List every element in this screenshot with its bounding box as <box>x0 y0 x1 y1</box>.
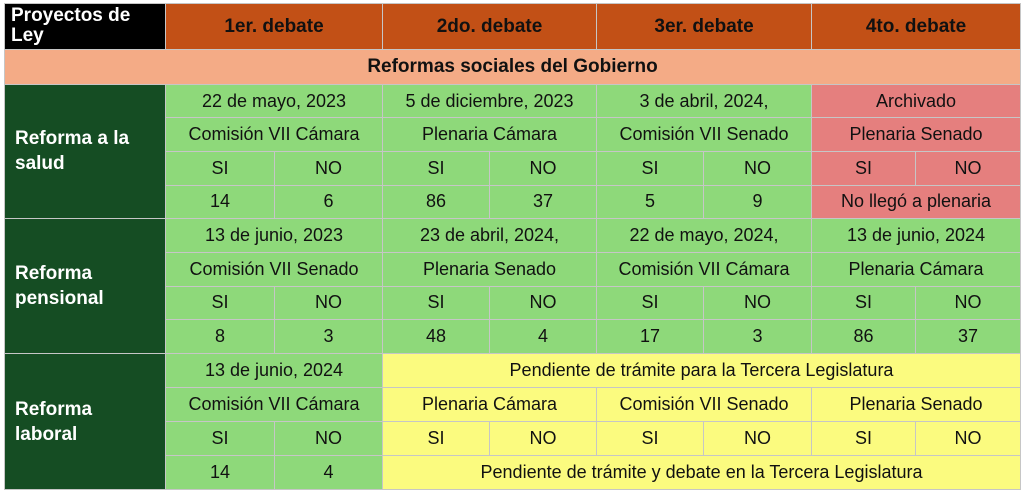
yes-label: SI <box>383 151 490 185</box>
body-cell: Comisión VII Senado <box>166 252 383 286</box>
date-cell: 22 de mayo, 2023 <box>166 85 383 118</box>
yes-label: SI <box>166 422 275 456</box>
body-cell: Comisión VII Cámara <box>166 118 383 152</box>
no-label: NO <box>704 422 812 456</box>
table-row <box>5 354 1021 388</box>
body-cell: Plenaria Cámara <box>383 118 597 152</box>
yes-label: SI <box>812 286 916 320</box>
section-row <box>5 50 1021 85</box>
legislative-table-container <box>4 3 1020 490</box>
no-count: 4 <box>490 320 597 354</box>
no-count: 3 <box>704 320 812 354</box>
yes-count: 48 <box>383 320 490 354</box>
debate-header-1: 1er. debate <box>166 4 383 50</box>
yes-count: 8 <box>166 320 275 354</box>
body-cell: Plenaria Senado <box>812 388 1021 422</box>
no-label: NO <box>275 286 383 320</box>
body-cell: Plenaria Cámara <box>383 388 597 422</box>
body-cell: Plenaria Cámara <box>812 252 1021 286</box>
body-cell: Plenaria Senado <box>383 252 597 286</box>
body-cell: Comisión VII Senado <box>597 118 812 152</box>
yes-label: SI <box>812 422 916 456</box>
date-cell: 5 de diciembre, 2023 <box>383 85 597 118</box>
no-label: NO <box>916 422 1021 456</box>
section-title: Reformas sociales del Gobierno <box>5 50 1021 85</box>
table-row <box>5 218 1021 252</box>
project-name-pensional: Reforma pensional <box>5 218 166 354</box>
project-name-salud: Reforma a la salud <box>5 85 166 219</box>
no-label: NO <box>490 286 597 320</box>
body-cell: Comisión VII Cámara <box>166 388 383 422</box>
yes-label: SI <box>383 422 490 456</box>
debate-header-4: 4to. debate <box>812 4 1021 50</box>
debate-header-3: 3er. debate <box>597 4 812 50</box>
no-count: 4 <box>275 456 383 490</box>
yes-label: SI <box>812 151 916 185</box>
pending-cell: Pendiente de trámite y debate en la Tercera Legislatura <box>383 456 1021 490</box>
date-cell: 23 de abril, 2024, <box>383 218 597 252</box>
yes-count: 17 <box>597 320 704 354</box>
project-name-laboral: Reforma laboral <box>5 354 166 490</box>
no-label: NO <box>916 286 1021 320</box>
date-cell: 13 de junio, 2024 <box>812 218 1021 252</box>
no-label: NO <box>916 151 1021 185</box>
yes-label: SI <box>166 151 275 185</box>
yes-label: SI <box>383 286 490 320</box>
no-label: NO <box>490 422 597 456</box>
date-cell: 13 de junio, 2024 <box>166 354 383 388</box>
date-cell: 13 de junio, 2023 <box>166 218 383 252</box>
date-cell: 22 de mayo, 2024, <box>597 218 812 252</box>
yes-count: 86 <box>812 320 916 354</box>
yes-count: 86 <box>383 185 490 218</box>
body-cell: Comisión VII Cámara <box>597 252 812 286</box>
no-label: NO <box>275 422 383 456</box>
header-row <box>5 4 1021 50</box>
no-count: 3 <box>275 320 383 354</box>
yes-count: 14 <box>166 456 275 490</box>
yes-count: 14 <box>166 185 275 218</box>
yes-label: SI <box>166 286 275 320</box>
body-cell: Comisión VII Senado <box>597 388 812 422</box>
no-label: NO <box>275 151 383 185</box>
no-label: NO <box>490 151 597 185</box>
yes-label: SI <box>597 151 704 185</box>
no-label: NO <box>704 286 812 320</box>
date-cell: 3 de abril, 2024, <box>597 85 812 118</box>
yes-label: SI <box>597 286 704 320</box>
no-count: 6 <box>275 185 383 218</box>
note-cell: No llegó a plenaria <box>812 185 1021 218</box>
status-cell: Archivado <box>812 85 1021 118</box>
corner-header: Proyectos de Ley <box>5 4 166 50</box>
body-cell: Plenaria Senado <box>812 118 1021 152</box>
yes-count: 5 <box>597 185 704 218</box>
no-count: 37 <box>916 320 1021 354</box>
reforms-table <box>4 3 1021 490</box>
no-count: 9 <box>704 185 812 218</box>
yes-label: SI <box>597 422 704 456</box>
debate-header-2: 2do. debate <box>383 4 597 50</box>
no-label: NO <box>704 151 812 185</box>
pending-cell: Pendiente de trámite para la Tercera Legislatura <box>383 354 1021 388</box>
table-row <box>5 85 1021 118</box>
no-count: 37 <box>490 185 597 218</box>
